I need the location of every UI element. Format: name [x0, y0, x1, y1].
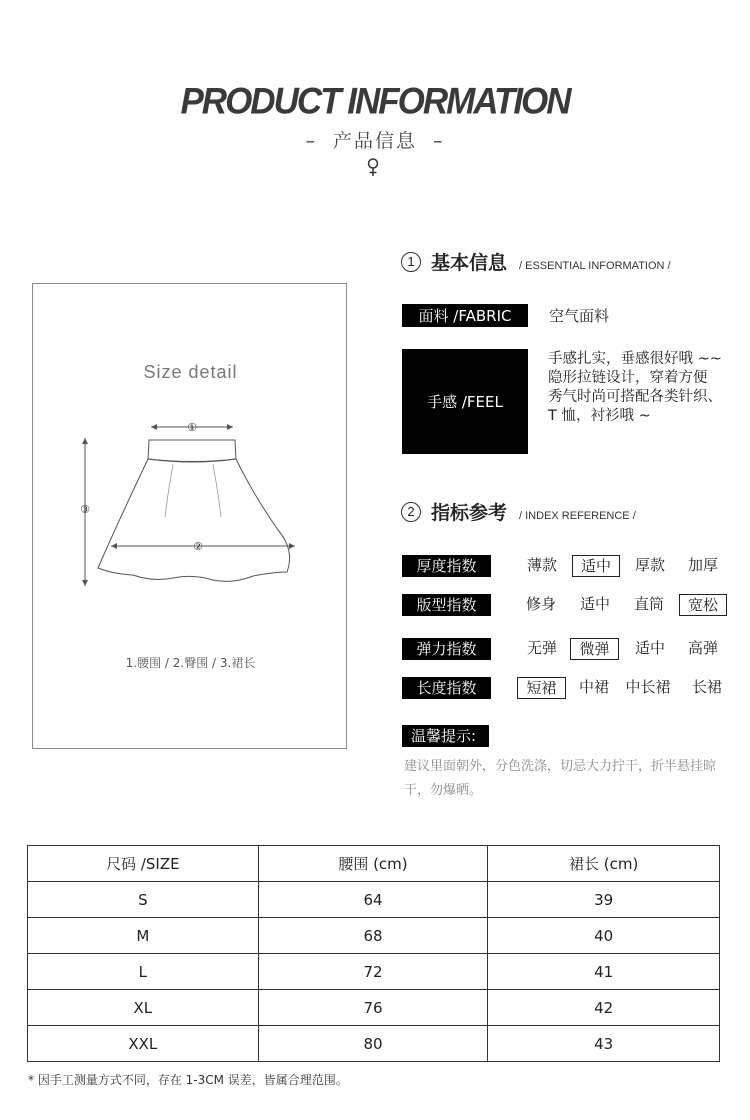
measure-marker-1: ① [187, 421, 197, 434]
page-subtitle [0, 126, 750, 153]
size-detail-legend: 1.腰围 / 2.臀围 / 3.裙长 [125, 656, 256, 670]
index-option: 无弹 [526, 639, 557, 657]
index-option-selected: 微弹 [570, 638, 619, 660]
skirt-diagram [73, 412, 313, 602]
table-cell: 39 [488, 882, 720, 918]
table-cell: 68 [258, 918, 488, 954]
page-title: PRODUCT INFORMATION [180, 81, 570, 122]
subtitle-dash-right: – [433, 130, 445, 152]
basic-info-title-cn: 基本信息 [431, 252, 508, 274]
feel-line: 秀气时尚可搭配各类针织、 [548, 389, 722, 405]
feel-label: 手感 /FEEL [402, 349, 528, 454]
table-cell: 42 [488, 990, 720, 1026]
measure-marker-2: ② [193, 540, 203, 553]
index-option-selected: 适中 [572, 555, 620, 577]
size-detail-title: Size detail [143, 362, 238, 382]
measure-marker-3: ③ [80, 503, 90, 516]
female-symbol-icon [365, 157, 381, 177]
subtitle-dash-left: – [305, 130, 317, 152]
index-option-selected: 宽松 [679, 594, 727, 616]
table-header-waist: 腰围 (cm) [258, 846, 488, 882]
table-cell: 80 [258, 1026, 488, 1062]
table-cell: 76 [258, 990, 488, 1026]
footnote: * 因手工测量方式不同，存在 1-3CM 误差，皆属合理范围。 [28, 1073, 348, 1087]
fabric-label: 面料 /FABRIC [402, 304, 528, 327]
table-cell: 72 [258, 954, 488, 990]
subtitle-text: 产品信息 [332, 130, 417, 152]
basic-info-heading [401, 248, 671, 275]
index-option: 修身 [525, 595, 556, 613]
table-row [28, 882, 720, 918]
index-label-length: 长度指数 [402, 677, 491, 699]
index-option: 厚款 [634, 556, 665, 574]
index-option: 长裙 [691, 678, 722, 696]
tips-text: 建议里面朝外，分色洗涤，切忌大力拧干，折半悬挂晾干，勿爆晒。 [404, 759, 717, 798]
size-detail-panel [32, 283, 347, 749]
table-cell: XXL [28, 1026, 259, 1062]
basic-info-title-en: / ESSENTIAL INFORMATION / [519, 260, 671, 272]
index-ref-title-en: / INDEX REFERENCE / [519, 510, 636, 522]
index-label-fit: 版型指数 [402, 594, 491, 616]
table-cell: M [28, 918, 259, 954]
index-option: 薄款 [526, 556, 557, 574]
tips-label: 温馨提示: [402, 725, 489, 747]
feel-line: 隐形拉链设计，穿着方便 [548, 370, 708, 386]
table-cell: S [28, 882, 259, 918]
size-table [27, 845, 720, 1062]
index-option: 加厚 [687, 556, 718, 574]
index-option: 直筒 [633, 595, 664, 613]
index-label-thickness: 厚度指数 [402, 555, 491, 577]
table-cell: XL [28, 990, 259, 1026]
index-option: 高弹 [687, 639, 718, 657]
table-row [28, 954, 720, 990]
table-cell: L [28, 954, 259, 990]
index-ref-heading [401, 498, 636, 525]
table-header-length: 裙长 (cm) [488, 846, 720, 882]
table-row [28, 918, 720, 954]
table-cell: 41 [488, 954, 720, 990]
index-option: 中长裙 [625, 678, 671, 696]
table-row [28, 1026, 720, 1062]
index-option: 适中 [634, 639, 665, 657]
index-option: 中裙 [578, 678, 609, 696]
feel-line: 手感扎实，垂感很好哦 ~~ [548, 351, 722, 367]
section-number-1: 1 [401, 252, 421, 272]
fabric-value: 空气面料 [549, 307, 610, 325]
index-option-selected: 短裙 [517, 677, 566, 699]
table-cell: 40 [488, 918, 720, 954]
feel-description [548, 350, 748, 426]
index-label-elasticity: 弹力指数 [402, 638, 491, 660]
table-header-row [28, 846, 720, 882]
table-header-size: 尺码 /SIZE [28, 846, 259, 882]
section-number-2: 2 [401, 502, 421, 522]
index-option: 适中 [579, 595, 610, 613]
index-ref-title-cn: 指标参考 [431, 502, 508, 524]
feel-line: T 恤，衬衫哦 ~ [548, 408, 651, 424]
table-row [28, 990, 720, 1026]
table-cell: 64 [258, 882, 488, 918]
table-cell: 43 [488, 1026, 720, 1062]
